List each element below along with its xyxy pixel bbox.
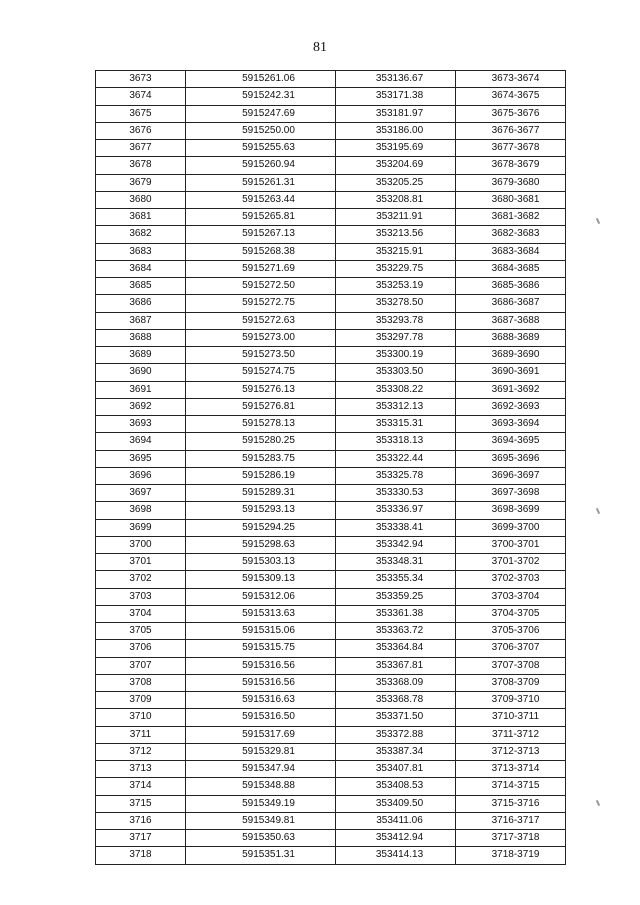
segment-cell: 3715-3716 [456, 795, 566, 812]
table-row [96, 605, 566, 622]
y-coordinate-cell: 353371.50 [336, 709, 456, 726]
table-row [96, 623, 566, 640]
point-id-cell: 3697 [96, 485, 186, 502]
x-coordinate-cell: 5915273.00 [186, 329, 336, 346]
point-id-cell: 3704 [96, 605, 186, 622]
point-id-cell: 3693 [96, 416, 186, 433]
point-id-cell: 3707 [96, 657, 186, 674]
y-coordinate-cell: 353195.69 [336, 140, 456, 157]
segment-cell: 3691-3692 [456, 381, 566, 398]
segment-cell: 3712-3713 [456, 743, 566, 760]
point-id-cell: 3696 [96, 467, 186, 484]
y-coordinate-cell: 353293.78 [336, 312, 456, 329]
segment-cell: 3675-3676 [456, 105, 566, 122]
x-coordinate-cell: 5915316.63 [186, 692, 336, 709]
point-id-cell: 3682 [96, 226, 186, 243]
point-id-cell: 3705 [96, 623, 186, 640]
y-coordinate-cell: 353359.25 [336, 588, 456, 605]
x-coordinate-cell: 5915329.81 [186, 743, 336, 760]
point-id-cell: 3714 [96, 778, 186, 795]
x-coordinate-cell: 5915267.13 [186, 226, 336, 243]
x-coordinate-cell: 5915348.88 [186, 778, 336, 795]
y-coordinate-cell: 353338.41 [336, 519, 456, 536]
table-row [96, 450, 566, 467]
table-row [96, 812, 566, 829]
segment-cell: 3709-3710 [456, 692, 566, 709]
table-row [96, 416, 566, 433]
y-coordinate-cell: 353229.75 [336, 260, 456, 277]
y-coordinate-cell: 353297.78 [336, 329, 456, 346]
table-row [96, 88, 566, 105]
coordinate-table-body [96, 71, 566, 865]
y-coordinate-cell: 353208.81 [336, 191, 456, 208]
y-coordinate-cell: 353412.94 [336, 830, 456, 847]
table-row [96, 312, 566, 329]
point-id-cell: 3695 [96, 450, 186, 467]
table-row [96, 709, 566, 726]
x-coordinate-cell: 5915280.25 [186, 433, 336, 450]
y-coordinate-cell: 353372.88 [336, 726, 456, 743]
x-coordinate-cell: 5915351.31 [186, 847, 336, 864]
segment-cell: 3718-3719 [456, 847, 566, 864]
y-coordinate-cell: 353213.56 [336, 226, 456, 243]
y-coordinate-cell: 353308.22 [336, 381, 456, 398]
segment-cell: 3701-3702 [456, 554, 566, 571]
segment-cell: 3687-3688 [456, 312, 566, 329]
segment-cell: 3678-3679 [456, 157, 566, 174]
point-id-cell: 3686 [96, 295, 186, 312]
point-id-cell: 3708 [96, 674, 186, 691]
y-coordinate-cell: 353411.06 [336, 812, 456, 829]
point-id-cell: 3709 [96, 692, 186, 709]
y-coordinate-cell: 353303.50 [336, 364, 456, 381]
segment-cell: 3702-3703 [456, 571, 566, 588]
x-coordinate-cell: 5915260.94 [186, 157, 336, 174]
y-coordinate-cell: 353211.91 [336, 209, 456, 226]
table-row [96, 105, 566, 122]
segment-cell: 3684-3685 [456, 260, 566, 277]
table-row [96, 674, 566, 691]
segment-cell: 3693-3694 [456, 416, 566, 433]
table-row [96, 485, 566, 502]
point-id-cell: 3680 [96, 191, 186, 208]
segment-cell: 3694-3695 [456, 433, 566, 450]
x-coordinate-cell: 5915289.31 [186, 485, 336, 502]
table-row [96, 364, 566, 381]
y-coordinate-cell: 353409.50 [336, 795, 456, 812]
point-id-cell: 3675 [96, 105, 186, 122]
table-row [96, 726, 566, 743]
segment-cell: 3705-3706 [456, 623, 566, 640]
point-id-cell: 3676 [96, 122, 186, 139]
segment-cell: 3689-3690 [456, 347, 566, 364]
point-id-cell: 3679 [96, 174, 186, 191]
y-coordinate-cell: 353315.31 [336, 416, 456, 433]
point-id-cell: 3716 [96, 812, 186, 829]
table-row [96, 329, 566, 346]
x-coordinate-cell: 5915286.19 [186, 467, 336, 484]
point-id-cell: 3690 [96, 364, 186, 381]
y-coordinate-cell: 353361.38 [336, 605, 456, 622]
segment-cell: 3697-3698 [456, 485, 566, 502]
point-id-cell: 3691 [96, 381, 186, 398]
table-row [96, 226, 566, 243]
segment-cell: 3676-3677 [456, 122, 566, 139]
segment-cell: 3673-3674 [456, 71, 566, 88]
point-id-cell: 3713 [96, 761, 186, 778]
segment-cell: 3683-3684 [456, 243, 566, 260]
y-coordinate-cell: 353407.81 [336, 761, 456, 778]
point-id-cell: 3687 [96, 312, 186, 329]
segment-cell: 3698-3699 [456, 502, 566, 519]
table-row [96, 761, 566, 778]
point-id-cell: 3673 [96, 71, 186, 88]
x-coordinate-cell: 5915350.63 [186, 830, 336, 847]
table-row [96, 692, 566, 709]
y-coordinate-cell: 353336.97 [336, 502, 456, 519]
x-coordinate-cell: 5915316.56 [186, 674, 336, 691]
table-row [96, 71, 566, 88]
point-id-cell: 3674 [96, 88, 186, 105]
x-coordinate-cell: 5915273.50 [186, 347, 336, 364]
segment-cell: 3682-3683 [456, 226, 566, 243]
y-coordinate-cell: 353367.81 [336, 657, 456, 674]
y-coordinate-cell: 353181.97 [336, 105, 456, 122]
x-coordinate-cell: 5915272.63 [186, 312, 336, 329]
coordinate-table [95, 70, 566, 865]
x-coordinate-cell: 5915315.06 [186, 623, 336, 640]
segment-cell: 3677-3678 [456, 140, 566, 157]
table-row [96, 795, 566, 812]
point-id-cell: 3718 [96, 847, 186, 864]
scan-speck [596, 508, 600, 514]
y-coordinate-cell: 353325.78 [336, 467, 456, 484]
segment-cell: 3686-3687 [456, 295, 566, 312]
x-coordinate-cell: 5915274.75 [186, 364, 336, 381]
y-coordinate-cell: 353414.13 [336, 847, 456, 864]
point-id-cell: 3710 [96, 709, 186, 726]
table-row [96, 778, 566, 795]
point-id-cell: 3678 [96, 157, 186, 174]
table-row [96, 398, 566, 415]
x-coordinate-cell: 5915261.06 [186, 71, 336, 88]
x-coordinate-cell: 5915315.75 [186, 640, 336, 657]
y-coordinate-cell: 353300.19 [336, 347, 456, 364]
point-id-cell: 3702 [96, 571, 186, 588]
table-row [96, 174, 566, 191]
table-row [96, 191, 566, 208]
x-coordinate-cell: 5915298.63 [186, 536, 336, 553]
segment-cell: 3679-3680 [456, 174, 566, 191]
table-row [96, 847, 566, 864]
x-coordinate-cell: 5915294.25 [186, 519, 336, 536]
segment-cell: 3713-3714 [456, 761, 566, 778]
x-coordinate-cell: 5915317.69 [186, 726, 336, 743]
table-row [96, 640, 566, 657]
point-id-cell: 3712 [96, 743, 186, 760]
table-row [96, 467, 566, 484]
segment-cell: 3674-3675 [456, 88, 566, 105]
segment-cell: 3690-3691 [456, 364, 566, 381]
x-coordinate-cell: 5915272.50 [186, 278, 336, 295]
point-id-cell: 3681 [96, 209, 186, 226]
table-row [96, 347, 566, 364]
table-row [96, 536, 566, 553]
y-coordinate-cell: 353364.84 [336, 640, 456, 657]
x-coordinate-cell: 5915349.81 [186, 812, 336, 829]
segment-cell: 3692-3693 [456, 398, 566, 415]
x-coordinate-cell: 5915250.00 [186, 122, 336, 139]
y-coordinate-cell: 353318.13 [336, 433, 456, 450]
segment-cell: 3707-3708 [456, 657, 566, 674]
x-coordinate-cell: 5915242.31 [186, 88, 336, 105]
x-coordinate-cell: 5915316.50 [186, 709, 336, 726]
point-id-cell: 3715 [96, 795, 186, 812]
segment-cell: 3711-3712 [456, 726, 566, 743]
x-coordinate-cell: 5915272.75 [186, 295, 336, 312]
point-id-cell: 3711 [96, 726, 186, 743]
table-row [96, 571, 566, 588]
y-coordinate-cell: 353253.19 [336, 278, 456, 295]
y-coordinate-cell: 353330.53 [336, 485, 456, 502]
x-coordinate-cell: 5915265.81 [186, 209, 336, 226]
x-coordinate-cell: 5915312.06 [186, 588, 336, 605]
table-row [96, 433, 566, 450]
x-coordinate-cell: 5915313.63 [186, 605, 336, 622]
y-coordinate-cell: 353387.34 [336, 743, 456, 760]
y-coordinate-cell: 353215.91 [336, 243, 456, 260]
segment-cell: 3704-3705 [456, 605, 566, 622]
table-row [96, 260, 566, 277]
y-coordinate-cell: 353348.31 [336, 554, 456, 571]
segment-cell: 3700-3701 [456, 536, 566, 553]
y-coordinate-cell: 353355.34 [336, 571, 456, 588]
point-id-cell: 3701 [96, 554, 186, 571]
segment-cell: 3717-3718 [456, 830, 566, 847]
table-row [96, 243, 566, 260]
y-coordinate-cell: 353205.25 [336, 174, 456, 191]
y-coordinate-cell: 353342.94 [336, 536, 456, 553]
table-row [96, 278, 566, 295]
segment-cell: 3714-3715 [456, 778, 566, 795]
x-coordinate-cell: 5915316.56 [186, 657, 336, 674]
y-coordinate-cell: 353204.69 [336, 157, 456, 174]
y-coordinate-cell: 353368.09 [336, 674, 456, 691]
y-coordinate-cell: 353186.00 [336, 122, 456, 139]
point-id-cell: 3692 [96, 398, 186, 415]
point-id-cell: 3677 [96, 140, 186, 157]
segment-cell: 3703-3704 [456, 588, 566, 605]
x-coordinate-cell: 5915271.69 [186, 260, 336, 277]
point-id-cell: 3717 [96, 830, 186, 847]
y-coordinate-cell: 353408.53 [336, 778, 456, 795]
x-coordinate-cell: 5915278.13 [186, 416, 336, 433]
table-row [96, 381, 566, 398]
y-coordinate-cell: 353312.13 [336, 398, 456, 415]
x-coordinate-cell: 5915268.38 [186, 243, 336, 260]
table-row [96, 519, 566, 536]
x-coordinate-cell: 5915303.13 [186, 554, 336, 571]
point-id-cell: 3683 [96, 243, 186, 260]
x-coordinate-cell: 5915276.13 [186, 381, 336, 398]
point-id-cell: 3699 [96, 519, 186, 536]
segment-cell: 3688-3689 [456, 329, 566, 346]
table-row [96, 657, 566, 674]
table-row [96, 122, 566, 139]
table-row [96, 157, 566, 174]
segment-cell: 3699-3700 [456, 519, 566, 536]
y-coordinate-cell: 353363.72 [336, 623, 456, 640]
segment-cell: 3695-3696 [456, 450, 566, 467]
y-coordinate-cell: 353136.67 [336, 71, 456, 88]
point-id-cell: 3689 [96, 347, 186, 364]
table-row [96, 743, 566, 760]
scan-speck [596, 218, 600, 224]
y-coordinate-cell: 353368.78 [336, 692, 456, 709]
point-id-cell: 3694 [96, 433, 186, 450]
table-row [96, 209, 566, 226]
x-coordinate-cell: 5915247.69 [186, 105, 336, 122]
point-id-cell: 3698 [96, 502, 186, 519]
x-coordinate-cell: 5915347.94 [186, 761, 336, 778]
segment-cell: 3680-3681 [456, 191, 566, 208]
page-number: 81 [313, 40, 327, 55]
x-coordinate-cell: 5915263.44 [186, 191, 336, 208]
point-id-cell: 3688 [96, 329, 186, 346]
x-coordinate-cell: 5915309.13 [186, 571, 336, 588]
segment-cell: 3710-3711 [456, 709, 566, 726]
table-row [96, 588, 566, 605]
table-row [96, 295, 566, 312]
x-coordinate-cell: 5915255.63 [186, 140, 336, 157]
point-id-cell: 3684 [96, 260, 186, 277]
x-coordinate-cell: 5915276.81 [186, 398, 336, 415]
segment-cell: 3716-3717 [456, 812, 566, 829]
segment-cell: 3681-3682 [456, 209, 566, 226]
table-row [96, 140, 566, 157]
segment-cell: 3685-3686 [456, 278, 566, 295]
segment-cell: 3708-3709 [456, 674, 566, 691]
y-coordinate-cell: 353171.38 [336, 88, 456, 105]
table-row [96, 554, 566, 571]
point-id-cell: 3706 [96, 640, 186, 657]
y-coordinate-cell: 353278.50 [336, 295, 456, 312]
point-id-cell: 3685 [96, 278, 186, 295]
point-id-cell: 3703 [96, 588, 186, 605]
scan-speck [596, 800, 600, 806]
x-coordinate-cell: 5915293.13 [186, 502, 336, 519]
segment-cell: 3706-3707 [456, 640, 566, 657]
segment-cell: 3696-3697 [456, 467, 566, 484]
table-row [96, 502, 566, 519]
y-coordinate-cell: 353322.44 [336, 450, 456, 467]
point-id-cell: 3700 [96, 536, 186, 553]
x-coordinate-cell: 5915283.75 [186, 450, 336, 467]
x-coordinate-cell: 5915261.31 [186, 174, 336, 191]
table-row [96, 830, 566, 847]
x-coordinate-cell: 5915349.19 [186, 795, 336, 812]
